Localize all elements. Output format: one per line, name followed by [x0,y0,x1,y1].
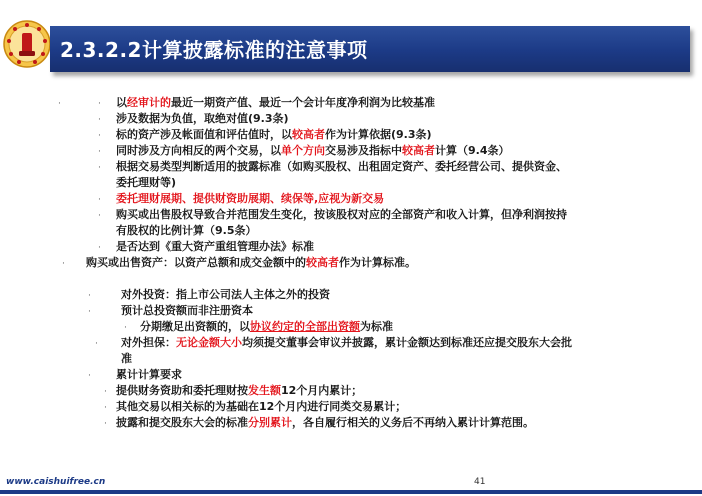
bullet-marker: · [88,307,91,317]
bullet-marker: · [104,387,107,397]
seal-logo-icon [2,17,52,71]
footer-url[interactable]: www.caishuifree.cn [6,477,106,487]
bullet-marker: · [98,195,101,205]
list-item: 累计计算要求 [116,368,182,381]
bullet-marker: · [104,419,107,429]
list-item: 披露和提交股东大会的标准分别累计，各自履行相关的义务后不再纳入累计计算范围。 [116,416,534,429]
list-item: 委托理财展期、提供财资助展期、续保等,应视为新交易 [116,192,385,205]
list-item: 对外担保：无论金额大小均须提交董事会审议并披露，累计金额达到标准还应提交股东大会批 [121,336,572,349]
list-item: 其他交易以相关标的为基础在12个月内进行同类交易累计； [116,400,407,413]
bullet-marker: · [98,163,101,173]
list-item: 标的资产涉及帐面值和评估值时，以较高者作为计算依据(9.3条) [116,128,432,141]
title-bar [50,26,690,72]
list-item-continuation: 准 [121,352,132,365]
bullet-marker: · [88,291,91,301]
page-number: 41 [474,477,486,487]
bullet-marker: · [98,131,101,141]
list-item: 以经审计的最近一期资产值、最近一个会计年度净利润为比较基准 [116,96,435,109]
list-item: 同时涉及方向相反的两个交易，以单个方向交易涉及指标中较高者计算（9.4条） [116,144,510,157]
list-item: 预计总投资额而非注册资本 [121,304,253,317]
list-item: 提供财务资助和委托理财按发生额12个月内累计； [116,384,363,397]
list-item: 涉及数据为负值，取绝对值(9.3条) [116,112,289,125]
list-item: 购买或出售股权导致合并范围发生变化，按该股权对应的全部资产和收入计算，但净利润按持 [116,208,567,221]
bullet-marker: · [104,403,107,413]
bullet-marker: · [98,99,101,109]
list-item: 对外投资：指上市公司法人主体之外的投资 [121,288,330,301]
page-title: 2.3.2.2计算披露标准的注意事项 [60,38,368,62]
list-item-continuation: 有股权的比例计算（9.5条） [116,224,257,237]
list-item: 根据交易类型判断适用的披露标准（如购买股权、出租固定资产、委托经营公司、提供资金、 [116,160,567,173]
bullet-marker: · [98,147,101,157]
footer-divider [0,490,702,494]
bullet-marker: · [95,339,98,349]
bullet-marker: · [88,371,91,381]
bullet-marker: · [62,259,65,269]
list-item: 购买或出售资产：以资产总额和成交金额中的较高者作为计算标准。 [86,256,416,269]
bullet-marker: · [124,323,127,333]
bullet-marker: · [58,99,61,109]
bullet-marker: · [98,115,101,125]
list-item: 是否达到《重大资产重组管理办法》标准 [116,240,314,253]
bullet-marker: · [98,243,101,253]
bullet-marker: · [98,211,101,221]
list-item: 分期缴足出资额的，以协议约定的全部出资额为标准 [140,320,393,333]
list-item-continuation: 委托理财等) [116,176,177,189]
